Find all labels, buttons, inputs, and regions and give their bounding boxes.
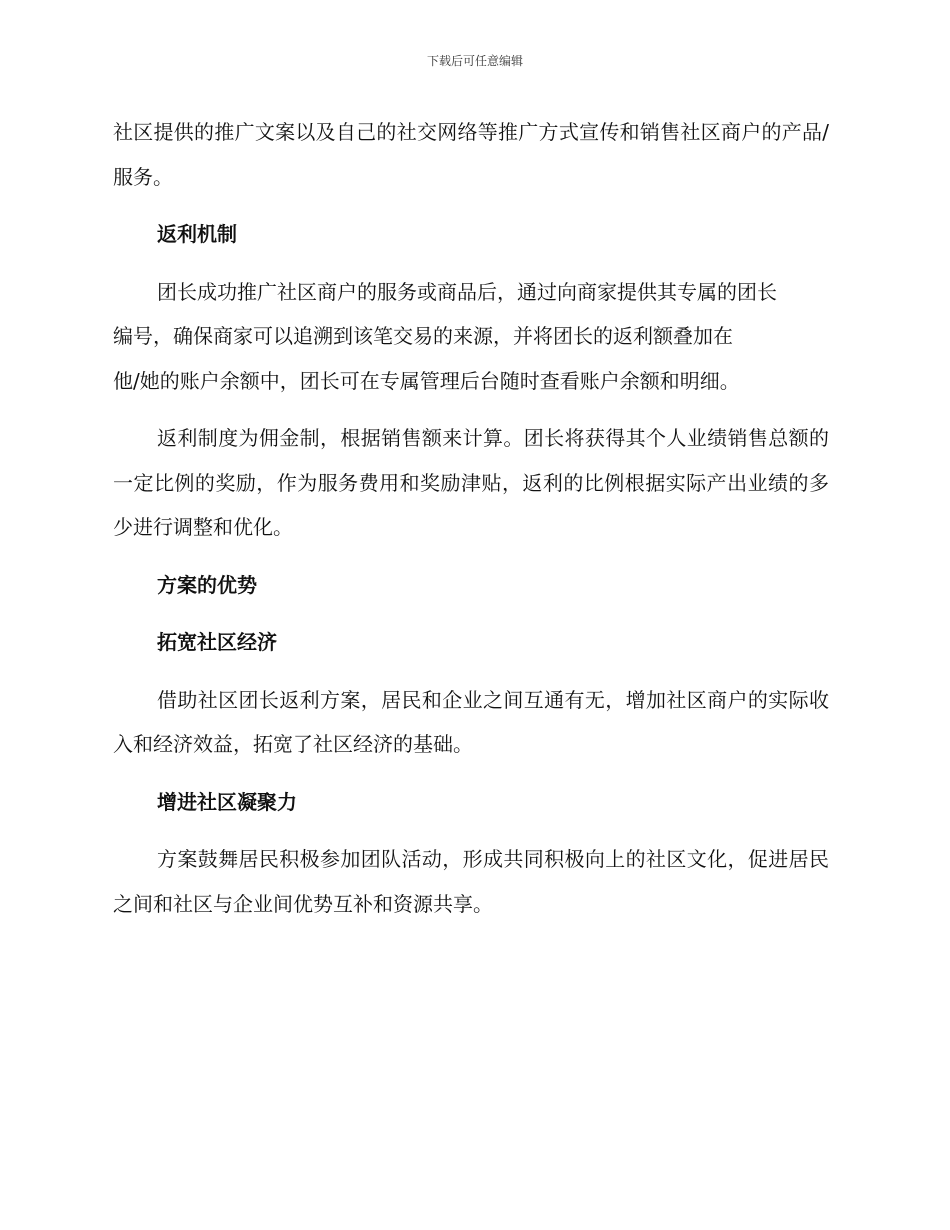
- heading-community-cohesion: 增进社区凝聚力: [157, 789, 297, 814]
- paragraph-rebate-process: [113, 270, 829, 404]
- page-header-note: 下载后可任意编辑: [426, 54, 523, 68]
- heading-rebate-mechanism: 返利机制: [157, 222, 237, 246]
- paragraph-rebate-process-line-3: 他/她的账户余额中，团长可在专属管理后台随时查看账户余额和明细。: [113, 368, 740, 393]
- paragraph-commission-system: 返利制度为佣金制，根据销售额来计算。团长将获得其个人业绩销售总额的一定比例的奖励，作为服务费用和奖励津贴，返利的比例根据实际产出业绩的多少进行调整和优化。: [113, 426, 829, 539]
- paragraph-economy-benefit: 借助社区团长返利方案，居民和企业之间互通有无，增加社区商户的实际收入和经济效益，拓宽了社区经济的基础。: [113, 687, 829, 756]
- heading-expand-community-economy: 拓宽社区经济: [157, 630, 277, 654]
- heading-plan-advantages: 方案的优势: [157, 572, 257, 597]
- paragraph-cohesion-benefit: 方案鼓舞居民积极参加团队活动，形成共同积极向上的社区文化，促进居民之间和社区与企业间优势互补和资源共享。: [113, 847, 829, 916]
- document-body: [113, 110, 829, 926]
- paragraph-rebate-process-line-1: 团长成功推广社区商户的服务或商品后，通过向商家提供其专属的团长: [157, 279, 777, 304]
- paragraph-rebate-process-line-2: 编号，确保商家可以追溯到该笔交易的来源，并将团长的返利额叠加在: [113, 324, 733, 348]
- paragraph-intro-continuation: 社区提供的推广文案以及自己的社交网络等推广方式宣传和销售社区商户的产品/服务。: [113, 120, 829, 189]
